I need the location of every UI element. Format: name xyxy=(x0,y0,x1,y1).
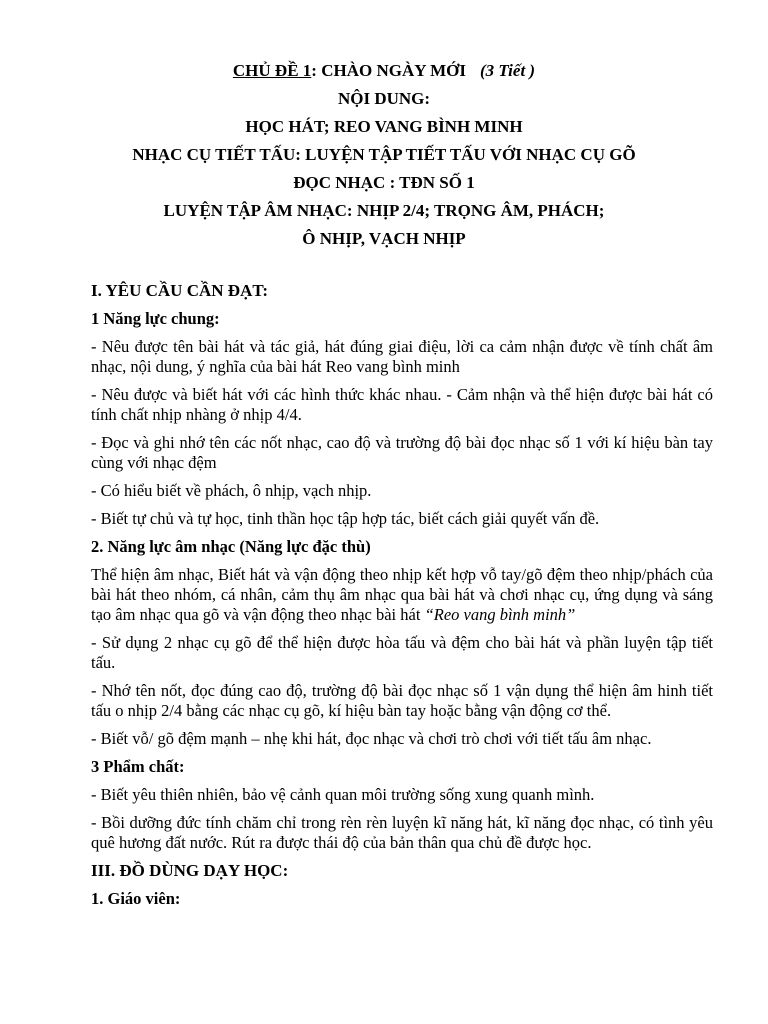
general-competence-title: 1 Năng lực chung: xyxy=(91,309,220,328)
teacher-title: 1. Giáo viên: xyxy=(91,889,181,908)
music-intro-song: “Reo vang bình minh” xyxy=(424,605,576,624)
topic-heading xyxy=(0,57,768,85)
music-item-1: - Sử dụng 2 nhạc cụ gõ để thể hiện được hòa tấu và đệm cho bài hát và phần luyện tập tiết tấu. xyxy=(91,633,713,672)
header-line-reading: ĐỌC NHẠC : TĐN SỐ 1 xyxy=(293,173,475,192)
header-line-song: HỌC HÁT; REO VANG BÌNH MINH xyxy=(245,117,523,136)
lesson-header xyxy=(0,57,768,253)
header-line-content: NỘI DUNG: xyxy=(337,89,431,108)
header-line-rhythm: NHẠC CỤ TIẾT TẤU: LUYỆN TẬP TIẾT TẤU VỚI NHẠC CỤ GÕ xyxy=(132,145,636,164)
music-intro xyxy=(91,565,713,625)
music-item-3: - Biết vỗ/ gõ đệm mạnh – nhẹ khi hát, đọc nhạc và chơi trò chơi với tiết tấu âm nhạc. xyxy=(91,729,652,748)
topic-title: : CHÀO NGÀY MỚI xyxy=(311,61,467,80)
general-item-3: - Đọc và ghi nhớ tên các nốt nhạc, cao độ và trường độ bài đọc nhạc số 1 với kí hiệu bàn tay cùng với nhạc đệm xyxy=(91,433,713,472)
general-item-1: - Nêu được tên bài hát và tác giả, hát đúng giai điệu, lời ca cảm nhận được về tính chất âm nhạc, nội dung, ý nghĩa của bài hát Reo vang bình minh xyxy=(91,337,713,376)
music-item-2: - Nhớ tên nốt, đọc đúng cao độ, trường độ bài đọc nhạc số 1 vận dụng thể hiện âm hinh tiết tấu o nhịp 2/4 bằng các nhạc cụ gõ, kí hiệu bàn tay hoặc bằng vận động cơ thể. xyxy=(91,681,713,720)
general-item-5: - Biết tự chủ và tự học, tinh thần học tập hợp tác, biết cách giải quyết vấn đề. xyxy=(91,509,600,528)
header-line-measure: Ô NHỊP, VẠCH NHỊP xyxy=(302,229,466,248)
general-item-2: - Nêu được và biết hát với các hình thức khác nhau. - Cảm nhận và thể hiện được bài hát có tính chất nhịp nhàng ở nhịp 4/4. xyxy=(91,385,713,424)
quality-item-2: - Bồi dưỡng đức tính chăm chỉ trong rèn rèn luyện kĩ năng hát, kĩ năng đọc nhạc, có tình yêu quê hương đất nước. Rút ra được thái độ của bản thân qua chủ đề được học. xyxy=(91,813,713,852)
topic-label: CHỦ ĐỀ 1 xyxy=(232,61,312,80)
periods-label: (3 Tiết ) xyxy=(480,61,536,80)
header-line-practice: LUYỆN TẬP ÂM NHẠC: NHỊP 2/4; TRỌNG ÂM, PHÁCH; xyxy=(163,201,605,220)
quality-title: 3 Phẩm chất: xyxy=(91,757,185,776)
section-3-title: III. ĐỒ DÙNG DẠY HỌC: xyxy=(91,861,289,880)
section-1-title: I. YÊU CẦU CẦN ĐẠT: xyxy=(91,281,269,300)
quality-item-1: - Biết yêu thiên nhiên, bảo vệ cảnh quan môi trường sống xung quanh mình. xyxy=(91,785,595,804)
music-competence-title: 2. Năng lực âm nhạc (Năng lực đặc thù) xyxy=(91,537,371,556)
music-intro-text: Thể hiện âm nhạc, Biết hát và vận động theo nhịp kết hợp vỗ tay/gõ đệm theo nhịp/phách của bài hát theo nhóm, cá nhân, cảm thụ âm nhạc qua bài hát và chơi nhạc cụ, ứng dụng và sáng tạo âm nhạc qua gõ và vận động theo nhạc bài hát xyxy=(91,565,713,624)
document-body xyxy=(91,281,713,917)
general-item-4: - Có hiểu biết về phách, ô nhịp, vạch nhịp. xyxy=(91,481,372,500)
